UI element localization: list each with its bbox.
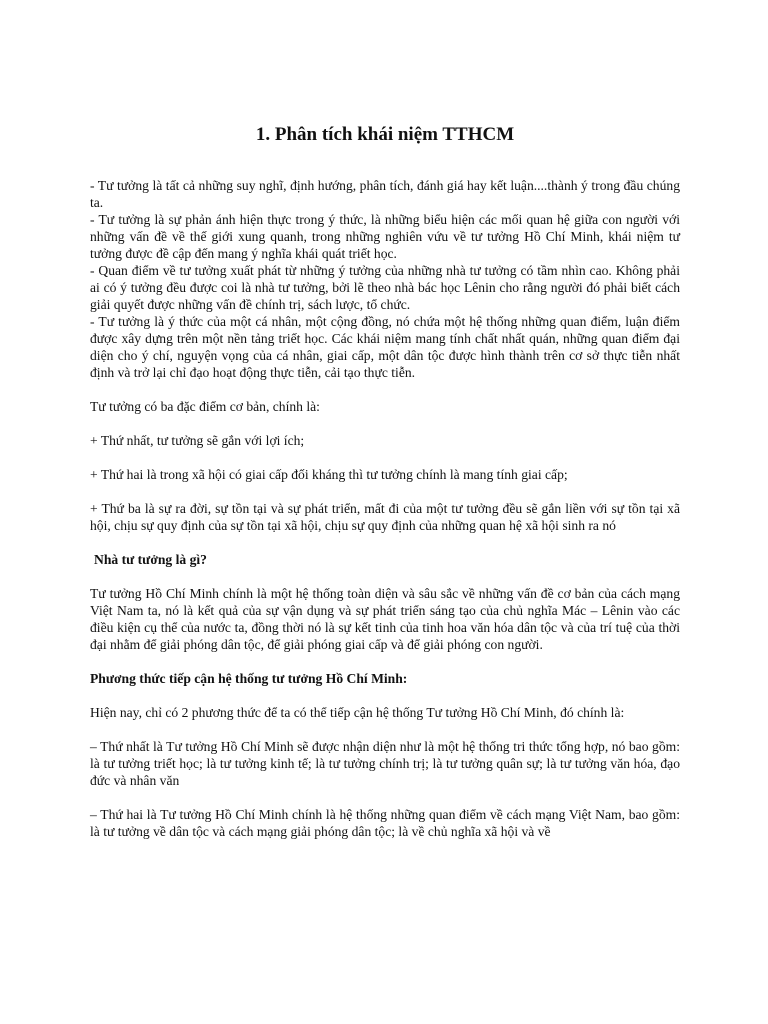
intro-point: - Tư tưởng là tất cả những suy nghĩ, định hướng, phân tích, đánh giá hay kết luận....thành ý trong đầu chúng ta.: [90, 178, 680, 210]
feature-item: + Thứ nhất, tư tưởng sẽ gắn với lợi ích;: [90, 433, 305, 448]
methods-intro: Hiện nay, chỉ có 2 phương thức để ta có thể tiếp cận hệ thống Tư tưởng Hồ Chí Minh, đó chính là:: [90, 705, 625, 720]
intro-point: - Quan điểm về tư tưởng xuất phát từ những ý tưởng của những nhà tư tưởng có tầm nhìn cao. Không phải ai có ý tưởng đều được coi là nhà tư tưởng, bởi lẽ theo nhà bác học Lênin cho rằng người đó phải biết cách giải quyết được những vấn đề chính trị, sách lược, tổ chức.: [90, 263, 680, 312]
section-heading-methods: Phương thức tiếp cận hệ thống tư tưởng Hồ Chí Minh:: [90, 671, 408, 686]
document-title: 1. Phân tích khái niệm TTHCM: [255, 124, 515, 145]
feature-item: + Thứ hai là trong xã hội có giai cấp đối kháng thì tư tưởng chính là mang tính giai cấp;: [90, 467, 568, 482]
intro-point: - Tư tưởng là sự phản ánh hiện thực trong ý thức, là những biểu hiện các mối quan hệ giữa con người với những vấn đề về thế giới xung quanh, trong những nghiên vứu về tư tưởng Hồ Chí Minh, khái niệm tư tưởng được đề cập đến mang ý nghĩa khái quát triết học.: [90, 212, 680, 261]
section-heading-thinker: Nhà tư tưởng là gì?: [94, 552, 207, 567]
thinker-paragraph: Tư tưởng Hồ Chí Minh chính là một hệ thống toàn diện và sâu sắc về những vấn đề cơ bản của cách mạng Việt Nam ta, nó là kết quả của sự vận dụng và sự phát triển sáng tạo của chủ nghĩa Mác – Lênin vào các điều kiện cụ thể của nước ta, đồng thời nó là sự kết tinh của tinh hoa văn hóa dân tộc và của trí tuệ của thời đại nhằm để giải phóng dân tộc, để giải phóng giai cấp và để giải phóng con người.: [90, 586, 680, 652]
intro-points: [90, 177, 680, 381]
method-item: – Thứ nhất là Tư tưởng Hồ Chí Minh sẽ được nhận diện như là một hệ thống tri thức tổng hợp, nó bao gồm: là tư tưởng triết học; là tư tưởng kinh tế; là tư tưởng chính trị; là tư tưởng quân sự; là tư tưởng văn hóa, đạo đức và nhân văn: [90, 739, 680, 788]
intro-point: - Tư tưởng là ý thức của một cá nhân, một cộng đồng, nó chứa một hệ thống những quan điểm, luận điểm được xây dựng trên một nền tảng triết học. Các khái niệm mang tính chất nhất quán, những quan điểm đại diện cho ý chí, nguyện vọng của cá nhân, giai cấp, một dân tộc được hình thành trên cơ sở thực tiễn nhất định và trở lại chỉ đạo hoạt động thực tiễn, cải tạo thực tiễn.: [90, 314, 680, 380]
features-intro: Tư tưởng có ba đặc điểm cơ bản, chính là:: [90, 399, 320, 414]
feature-item: + Thứ ba là sự ra đời, sự tồn tại và sự phát triển, mất đi của một tư tưởng đều sẽ gắn liền với sự tồn tại xã hội, chịu sự quy định của sự tồn tại xã hội, chịu sự quy định của những quan hệ xã hội sinh ra nó: [90, 501, 680, 533]
method-item: – Thứ hai là Tư tưởng Hồ Chí Minh chính là hệ thống những quan điểm về cách mạng Việt Nam, bao gồm: là tư tưởng về dân tộc và cách mạng giải phóng dân tộc; là về chủ nghĩa xã hội và về: [90, 807, 680, 839]
document-page: [90, 118, 680, 857]
